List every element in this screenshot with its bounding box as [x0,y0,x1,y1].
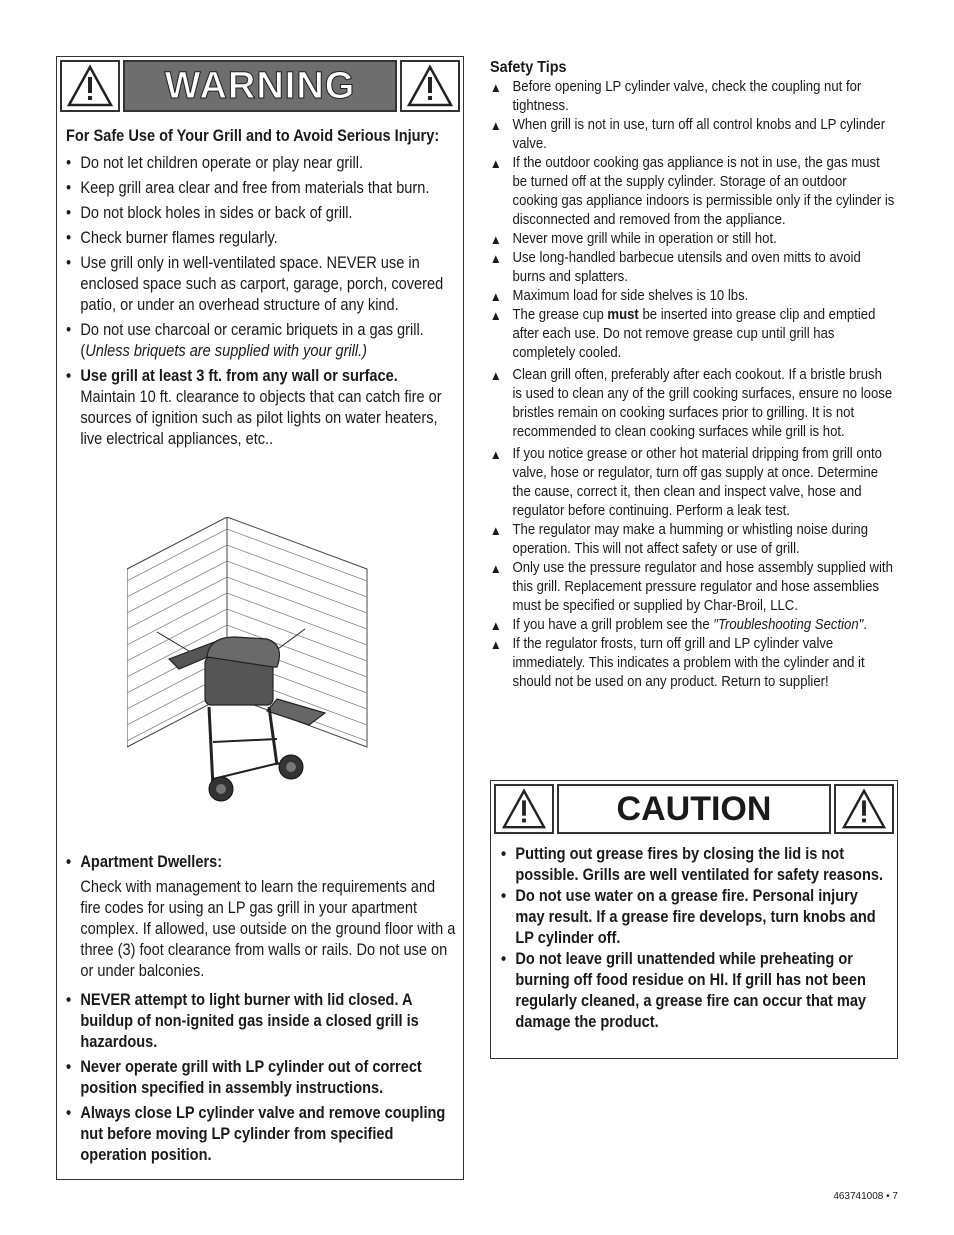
list-item: • Check burner flames regularly. [66,228,456,249]
list-item [490,366,895,442]
caution-title: CAUTION [557,784,831,834]
triangle-bullet-icon: ▲ [490,156,502,171]
warning-panel [56,56,464,1180]
tip-text: If the outdoor cooking gas appliance is not in use, the gas must be turned off at the supply cylinder. Storage of an outdoor cooking gas appliance indoors is permissible only if the cylinder is disconnected and removed from the appliance. [512,155,895,228]
caution-panel [490,780,898,1059]
triangle-bullet-icon: ▲ [490,368,502,383]
tip-text: The grease cup [512,307,608,323]
warning-bold-list [66,990,456,1166]
caution-list [501,844,888,1033]
warning-lead: For Safe Use of Your Grill and to Avoid Serious Injury: [66,127,440,145]
tip-text: If you notice grease or other hot material dripping from grill onto valve, hose or regulator, turn off gas supply at once. Determine the cause, correct it, then clean and inspect valve, hose and regulator before continuing. Perform a leak test. [512,446,882,519]
list-item [490,445,895,521]
tip-text: Only use the pressure regulator and hose assembly supplied with this grill. Replacement pressure regulator and hose assemblies must be specified or supplied by Char-Broil, LLC. [512,560,893,614]
charcoal-note: Unless briquets are supplied with your grill.) [85,342,368,360]
list-item [490,521,895,559]
list-item: • Putting out grease fires by closing the lid is not possible. Grills are well ventilated for safety reasons. [501,844,888,886]
warning-triangle-icon [60,60,120,112]
charcoal-text: Do not use charcoal or ceramic briquets in a gas grill. ( [80,321,424,360]
list-item [490,116,895,154]
list-item [490,249,895,287]
apartment-text: Check with management to learn the requirements and fire codes for using an LP gas grill in your apartment complex. If allowed, use outside on the ground floor with a three (3) foot clearance from walls or rails. Do not use on or under balconies. [80,878,456,980]
tip-text: Use long-handled barbecue utensils and oven mitts to avoid burns and splatters. [512,250,861,285]
list-item: • Use grill only in well-ventilated space. NEVER use in enclosed space such as carport, garage, porch, covered patio, or under an overhead structure of any kind. [66,253,456,316]
list-item: • Always close LP cylinder valve and remove coupling nut before moving LP cylinder from specified operation position. [66,1103,456,1166]
safety-tips [490,58,895,692]
tip-emphasis: must [607,307,639,323]
safety-tips-list [490,78,895,692]
warning-list-bottom [66,852,456,873]
tip-text: If the regulator frosts, turn off grill and LP cylinder valve immediately. This indicates a problem with the cylinder and it should not be used on any product. Return to supplier! [512,636,865,690]
tip-text: When grill is not in use, turn off all control knobs and LP cylinder valve. [512,117,886,152]
triangle-bullet-icon: ▲ [490,80,502,95]
triangle-bullet-icon: ▲ [490,618,502,633]
list-item [490,559,895,616]
tip-text: . [863,617,867,633]
warning-triangle-icon [834,784,894,834]
tip-text: Never move grill while in operation or still hot. [512,231,777,247]
tip-text: be inserted into grease clip and emptied after each use. Do not remove grease cup until grill has completely cooled. [512,307,876,361]
triangle-bullet-icon: ▲ [490,637,502,652]
triangle-bullet-icon: ▲ [490,232,502,247]
tip-text: Before opening LP cylinder valve, check the coupling nut for tightness. [512,79,862,114]
list-item: • Do not block holes in sides or back of grill. [66,203,456,224]
triangle-bullet-icon: ▲ [490,118,502,133]
clearance-bold: Use grill at least 3 ft. from any wall or surface. [80,367,398,385]
list-item [490,154,895,230]
triangle-bullet-icon: ▲ [490,523,502,538]
triangle-bullet-icon: ▲ [490,289,502,304]
apartment-title: • Apartment Dwellers: [66,852,456,873]
triangle-bullet-icon: ▲ [490,308,502,323]
warning-triangle-icon [400,60,460,112]
grill-clearance-illustration [127,517,387,807]
warning-list [66,153,456,450]
triangle-bullet-icon: ▲ [490,561,502,576]
warning-bottom [66,852,456,1170]
list-item [490,230,895,249]
tip-text: Maximum load for side shelves is 10 lbs. [512,288,749,304]
tip-text: If you have a grill problem see the [512,617,714,633]
clearance-text: Maintain 10 ft. clearance to objects that can catch fire or sources of ignition such as pilot lights on water heaters, live electrical appliances, etc.. [80,388,442,448]
list-item [490,306,895,363]
page-footer: 463741008 • 7 [833,1191,898,1202]
caution-banner [494,784,894,834]
list-item: • Do not leave grill unattended while preheating or burning off food residue on HI. If grill has not been regularly cleaned, a grease fire can occur that may damage the product. [501,949,888,1033]
list-item: • Do not let children operate or play near grill. [66,153,456,174]
tip-text: Clean grill often, preferably after each cookout. If a bristle brush is used to clean any of the grill cooking surfaces, ensure no loose bristles remain on cooking surfaces prior to grilling. It is not recommended to clean cooking surfaces while grill is hot. [512,367,893,440]
safety-tips-title: Safety Tips [490,59,567,76]
triangle-bullet-icon: ▲ [490,447,502,462]
list-item [490,287,895,306]
list-item: • Do not use water on a grease fire. Personal injury may result. If a grease fire develops, turn knobs and LP cylinder off. [501,886,888,949]
tip-reference: "Troubleshooting Section" [713,617,864,633]
caution-content [501,844,888,1033]
list-item [490,616,895,635]
list-item: • NEVER attempt to light burner with lid closed. A buildup of non-ignited gas inside a closed grill is hazardous. [66,990,456,1053]
warning-content [66,126,456,454]
list-item [490,635,895,692]
triangle-bullet-icon: ▲ [490,251,502,266]
list-item: • Never operate grill with LP cylinder out of correct position specified in assembly instructions. [66,1057,456,1099]
list-item [66,320,456,362]
tip-text: The regulator may make a humming or whistling noise during operation. This will not affect safety or use of grill. [512,522,869,557]
warning-title: WARNING [123,60,397,112]
list-item [490,78,895,116]
warning-banner [60,60,460,112]
warning-triangle-icon [494,784,554,834]
list-item [66,366,456,450]
list-item: • Keep grill area clear and free from materials that burn. [66,178,456,199]
